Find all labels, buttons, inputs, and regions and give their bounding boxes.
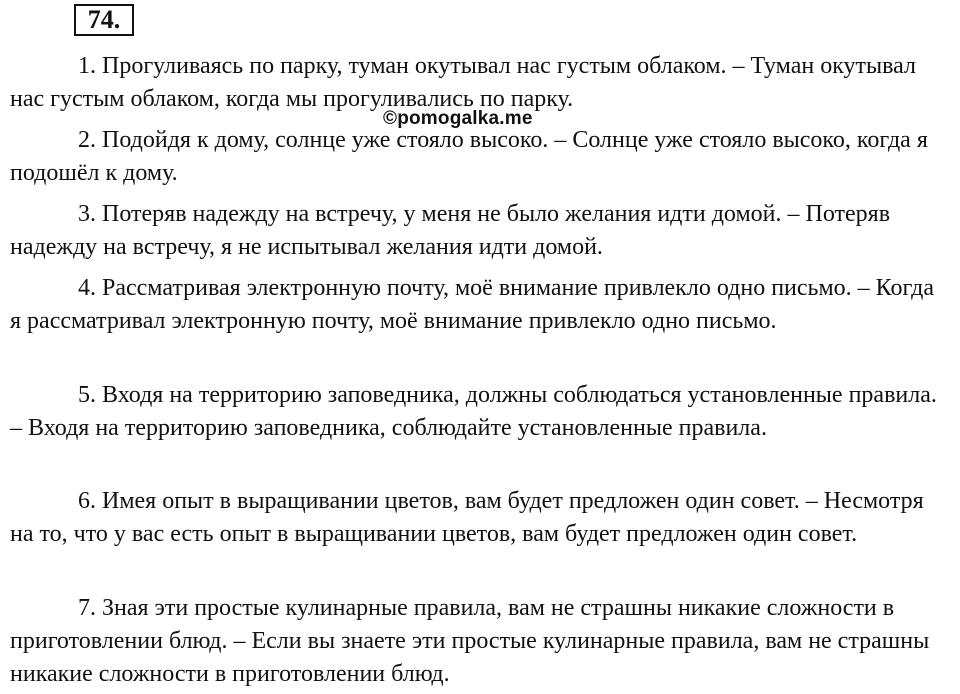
- exercise-item-7: 7. Зная эти простые кулинарные правила, вам не страшны никакие сложности в приготовлении блюд. – Если вы знаете эти простые кулинарные правила, вам не страшны никакие сложности в приготовлении блюд.: [10, 595, 930, 687]
- exercise-item-2: 2. Подойдя к дому, солнце уже стояло высоко. – Солнце уже стояло высоко, когда я подошёл к дому.: [10, 127, 928, 186]
- exercise-item-3: 3. Потеряв надежду на встречу, у меня не было желания идти домой. – Потеряв надежду на встречу, я не испытывал желания идти домой.: [10, 201, 891, 260]
- exercise-item-5: 5. Входя на территорию заповедника, должны соблюдаться установленные правила. – Входя на территорию заповедника, соблюдайте установленные правила.: [10, 382, 937, 441]
- exercise-item-6: 6. Имея опыт в выращивании цветов, вам будет предложен один совет. – Несмотря на то, что у вас есть опыт в выращивании цветов, вам будет предложен один совет.: [10, 488, 924, 547]
- exercise-number: 74.: [74, 4, 134, 36]
- watermark: ©pomogalka.me: [383, 108, 533, 129]
- exercise-item-4: 4. Рассматривая электронную почту, моё внимание привлекло одно письмо. – Когда я рассматривал электронную почту, моё внимание привлекло одно письмо.: [10, 275, 934, 334]
- exercise-item-1: 1. Прогуливаясь по парку, туман окутывал нас густым облаком. – Туман окутывал нас густым облаком, когда мы прогуливались по парку.: [10, 53, 916, 112]
